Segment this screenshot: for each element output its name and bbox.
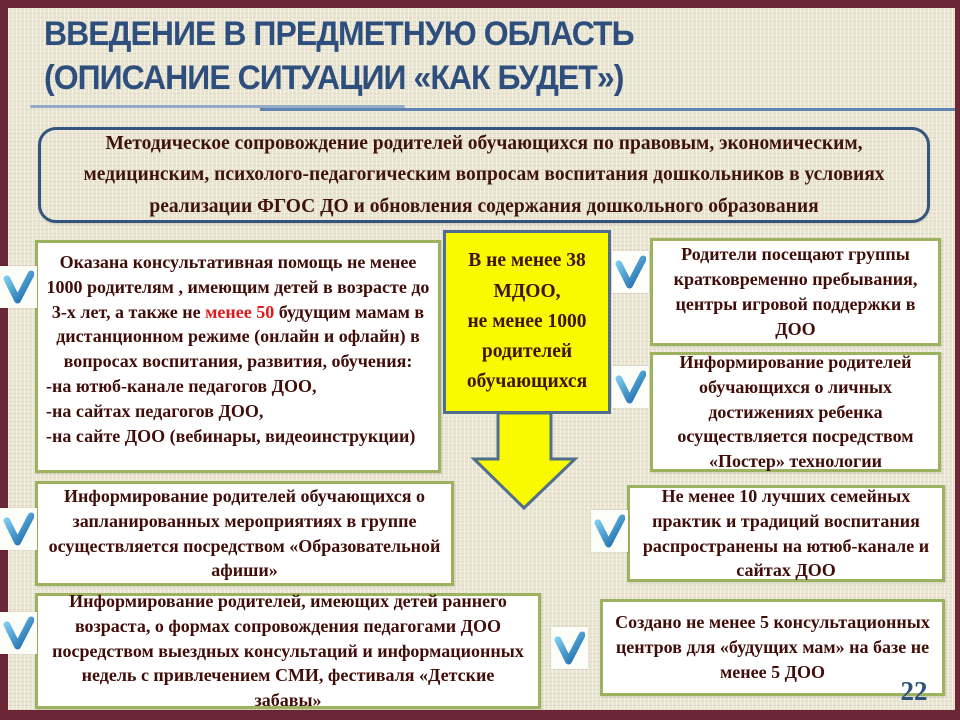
page-number: 22 xyxy=(900,676,928,706)
slide-title-line2: (ОПИСАНИЕ СИТУАЦИИ «КАК БУДЕТ») xyxy=(44,59,624,98)
right-box-short-stay-groups xyxy=(650,238,941,346)
chevron-check-icon xyxy=(591,510,628,552)
left-box-1-paragraph xyxy=(46,250,430,374)
left-box-consulting-help xyxy=(35,240,441,473)
slide-title xyxy=(44,12,890,100)
left-box-1-highlight: менее 50 xyxy=(205,301,275,322)
list-item: -на сайте ДОО (вебинары, видеоинструкции) xyxy=(46,425,416,446)
left-box-2-text: Информирование родителей обучающихся о запланированных мероприятиях в группе осуществляется посредством «Образовательной афиши» xyxy=(48,485,441,581)
left-box-1-list xyxy=(46,374,418,448)
chevron-check-icon xyxy=(551,627,588,669)
right-box-family-practices xyxy=(627,485,945,582)
slide-title-line1: ВВЕДЕНИЕ В ПРЕДМЕТНУЮ ОБЛАСТЬ xyxy=(44,15,634,53)
right-box-poster-technology xyxy=(650,352,941,472)
left-box-media-festival xyxy=(35,590,541,711)
right-box-2-text: Информирование родителей обучающихся о личных достижениях ребенка осуществляется посредством «Постер» технологии xyxy=(677,351,914,472)
right-box-4-text: Создано не менее 5 консультационных центров для «будущих мам» на базе не менее 5 ДОО xyxy=(615,612,930,682)
center-callout-box xyxy=(443,230,611,414)
chevron-check-icon xyxy=(612,251,649,293)
left-box-1-text-start: Оказана консультативная помощь не менее 1000 родителям , имеющим детей в возрасте до 3-х лет, а также не xyxy=(46,252,430,322)
header-callout-text: Методическое сопровождение родителей обучающихся по правовым, экономическим, медицинским, психолого-педагогическим вопросам воспитания дошкольников в условиях реализации ФГОС ДО и обновления содержания дошкольного образования xyxy=(83,132,885,217)
left-box-1-text-end: будущим мамам в дистанционном режиме (онлайн и офлайн) в вопросах воспитания, развития, обучения: xyxy=(56,301,425,372)
title-underline-dark xyxy=(260,108,955,111)
chevron-check-icon xyxy=(0,266,37,308)
chevron-check-icon xyxy=(0,612,37,654)
left-box-3-text: Информирование родителей, имеющих детей раннего возраста, о формах сопровождения педагогами ДОО посредством выездных консультаций и информационных недель с привлечением СМИ, фестиваля «Детские забавы» xyxy=(52,590,524,711)
left-box-event-afisha xyxy=(35,481,454,586)
right-box-3-text: Не менее 10 лучших семейных практик и традиций воспитания распространены на ютюб-канале и сайтах ДОО xyxy=(642,485,930,581)
header-callout-box xyxy=(38,127,930,223)
down-arrow-icon xyxy=(457,411,597,511)
list-item: -на сайтах педагогов ДОО, xyxy=(46,400,264,421)
right-box-1-text: Родители посещают группы кратковременно пребывания, центры игровой поддержки в ДОО xyxy=(673,244,918,339)
chevron-check-icon xyxy=(0,508,37,550)
chevron-check-icon xyxy=(612,366,649,408)
list-item: -на ютюб-канале педагогов ДОО, xyxy=(46,376,317,397)
center-callout-line1: В не менее 38 МДОО, xyxy=(468,250,586,302)
center-callout-line2: не менее 1000 родителей обучающихся xyxy=(466,310,588,393)
